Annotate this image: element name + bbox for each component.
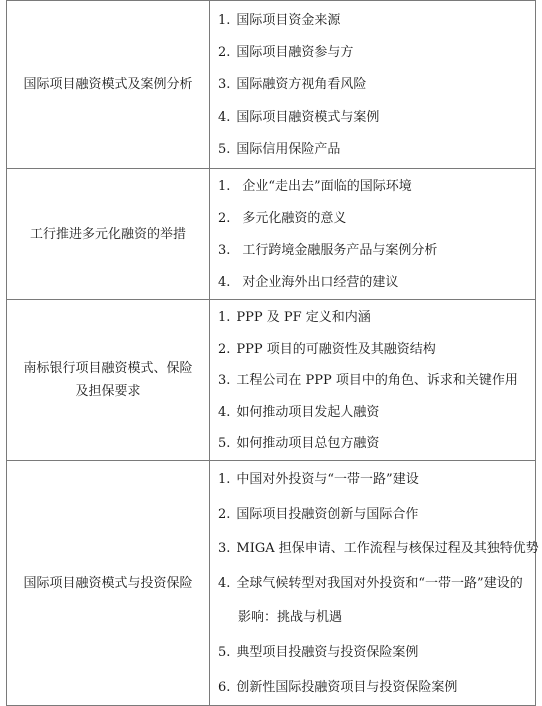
section-topic	[7, 300, 210, 461]
list-item: 4. 全球气候转型对我国对外投资和“一带一路”建设的	[218, 575, 523, 591]
list-item: 1. 国际项目资金来源	[218, 13, 341, 29]
list-item: 4. 国际项目融资模式与案例	[218, 109, 380, 125]
section-topic	[7, 1, 210, 169]
list-item: 3. MIGA 担保申请、工作流程与核保过程及其独特优势	[218, 541, 539, 557]
table-row	[7, 300, 536, 461]
section-topic	[7, 460, 210, 705]
table-row	[7, 169, 536, 300]
list-item: 2. PPP 项目的可融资性及其融资结构	[218, 341, 436, 357]
list-item: 3. 国际融资方视角看风险	[218, 77, 367, 93]
list-item: 2. 国际项目投融资创新与国际合作	[218, 506, 419, 522]
list-item: 1. PPP 及 PF 定义和内涵	[218, 310, 371, 325]
list-item: 5. 典型项目投融资与投资保险案例	[218, 644, 419, 660]
list-item: 1. 中国对外投资与“一带一路”建设	[218, 471, 419, 487]
table-row	[7, 1, 536, 169]
list-item: 2. 国际项目融资参与方	[218, 45, 354, 61]
list-item: 5. 国际信用保险产品	[218, 141, 341, 157]
list-item: 6. 创新性国际投融资项目与投资保险案例	[218, 679, 458, 695]
list-item: 4. 对企业海外出口经营的建议	[218, 275, 399, 290]
list-item-continuation: 影响：挑战与机遇	[238, 610, 343, 626]
section-items	[210, 300, 536, 461]
list-item: 2. 多元化融资的意义	[218, 211, 347, 226]
topic-text: 国际项目融资模式及案例分析	[23, 77, 193, 92]
topic-line: 南标银行项目融资模式、保险	[23, 360, 193, 376]
list-item: 3. 工程公司在 PPP 项目中的角色、诉求和关键作用	[218, 373, 518, 389]
topic-text: 工行推进多元化融资的举措	[29, 226, 186, 242]
topic-text: 国际项目融资模式与投资保险	[23, 575, 193, 591]
topic-line: 及担保要求	[75, 383, 141, 399]
section-items	[210, 169, 536, 300]
section-items	[210, 460, 539, 705]
table-row	[7, 460, 536, 705]
list-item: 4. 如何推动项目发起人融资	[218, 404, 380, 420]
section-items	[210, 1, 536, 169]
list-item: 3. 工行跨境金融服务产品与案例分析	[218, 243, 438, 258]
list-item: 1. 企业“走出去”面临的国际环境	[218, 179, 412, 194]
list-item: 5. 如何推动项目总包方融资	[218, 436, 380, 452]
course-table	[6, 0, 539, 706]
section-topic	[7, 169, 210, 300]
